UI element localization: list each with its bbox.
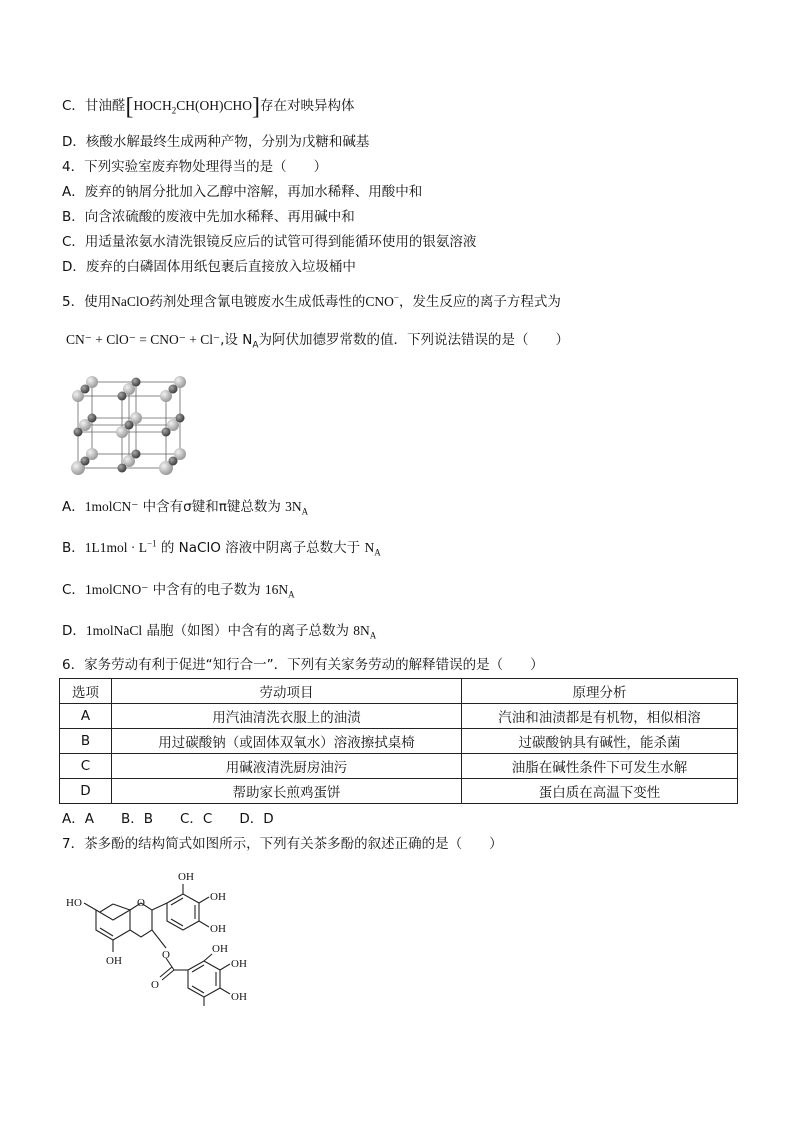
text: 药剂处理含氰电镀废水生成低毒性的 bbox=[149, 294, 366, 310]
tea-polyphenol-structure bbox=[62, 866, 252, 1016]
formula-part: (OH) bbox=[194, 98, 224, 113]
table-cell: 汽油和油渍都是有机物，相似相溶 bbox=[462, 704, 738, 729]
subscript: A bbox=[252, 340, 259, 351]
formula-subscript: 2 bbox=[171, 105, 177, 116]
table-cell: 用碱液清洗厨房油污 bbox=[112, 754, 462, 779]
formula: 1molCNO⁻ bbox=[84, 582, 149, 597]
table-cell: A bbox=[60, 704, 112, 729]
formula-part: CNO bbox=[365, 294, 394, 309]
nacl-unit-cell-figure bbox=[64, 368, 194, 480]
header-cell: 劳动项目 bbox=[112, 679, 462, 704]
option-letter: A． bbox=[62, 499, 85, 515]
formula-part: HOCH bbox=[133, 98, 172, 113]
q5-option-c bbox=[62, 581, 295, 599]
quantity: 3N bbox=[285, 499, 302, 514]
label-oh-g1: OH bbox=[212, 943, 228, 955]
q3-c-prefix: C．甘油醛 bbox=[62, 98, 126, 114]
formula: 1L1mol · L bbox=[84, 540, 148, 555]
q4-option-c: C．用适量浓氨水清洗银镜反应后的试管可得到能循环使用的银氨溶液 bbox=[62, 234, 477, 250]
q4-option-b: B．向含浓硫酸的废液中先加水稀释、再用碱中和 bbox=[62, 209, 355, 225]
q4-stem: 4．下列实验室废弃物处理得当的是（ ） bbox=[62, 159, 328, 175]
subscript: A bbox=[301, 506, 309, 517]
table-cell: 油脂在碱性条件下可发生水解 bbox=[462, 754, 738, 779]
text: 的 NaClO 溶液中阴离子总数大于 bbox=[156, 540, 365, 556]
table-row bbox=[60, 779, 738, 804]
label-oh-top: OH bbox=[178, 871, 194, 883]
table-cell: 过碳酸钠具有碱性，能杀菌 bbox=[462, 729, 738, 754]
label-oh-g2: OH bbox=[231, 958, 247, 970]
text: 中含有的电子数为 bbox=[148, 582, 265, 598]
option-letter: B． bbox=[62, 540, 85, 556]
text: 为阿伏加德罗常数的值．下列说法错误的是（ ） bbox=[258, 332, 569, 348]
label-oh-g3: OH bbox=[231, 991, 247, 1003]
option-letter: C． bbox=[62, 582, 85, 598]
option-letter: D． bbox=[62, 623, 86, 639]
table-row bbox=[60, 729, 738, 754]
glyceraldehyde-formula bbox=[133, 98, 252, 116]
label-oh-r1: OH bbox=[210, 923, 226, 935]
ion-equation: CN⁻ + ClO⁻ = CNO⁻ + Cl⁻ bbox=[66, 332, 221, 347]
table-cell: D bbox=[60, 779, 112, 804]
label-ester-o: O bbox=[162, 949, 170, 961]
q3-option-c bbox=[62, 94, 355, 120]
text: 中含有σ键和π键总数为 bbox=[138, 499, 286, 515]
q3-c-suffix: 存在对映异构体 bbox=[259, 98, 355, 114]
table-header-row bbox=[60, 679, 738, 704]
left-bracket: [ bbox=[125, 94, 134, 120]
q7-stem: 7．茶多酚的结构简式如图所示，下列有关茶多酚的叙述正确的是（ ） bbox=[62, 836, 503, 852]
label-ho-left: HO bbox=[66, 897, 82, 909]
formula: 1molNaCl bbox=[85, 623, 143, 638]
quantity: N bbox=[364, 540, 375, 555]
table-cell: 用过碳酸钠（或固体双氧水）溶液擦拭桌椅 bbox=[112, 729, 462, 754]
formula-superscript: − bbox=[393, 292, 399, 303]
label-oh-mid: OH bbox=[210, 891, 226, 903]
table-cell: C bbox=[60, 754, 112, 779]
table-cell: B bbox=[60, 729, 112, 754]
subscript: A bbox=[369, 630, 377, 641]
label-ring-o: O bbox=[137, 897, 145, 909]
quantity: 8N bbox=[353, 623, 370, 638]
q5-option-d bbox=[62, 622, 376, 640]
subscript: A bbox=[374, 547, 381, 558]
q5-stem-line1 bbox=[62, 293, 561, 311]
formula-part: CHO bbox=[223, 98, 252, 113]
q3-option-d: D．核酸水解最终生成两种产物，分别为戊糖和碱基 bbox=[62, 134, 370, 150]
label-oh-bottom: OH bbox=[106, 955, 122, 967]
text: 5．使用 bbox=[62, 294, 112, 310]
text: ,设 N bbox=[220, 332, 253, 348]
text: ，发生反应的离子方程式为 bbox=[398, 294, 561, 310]
label-carbonyl-o: O bbox=[151, 979, 159, 991]
table-row bbox=[60, 754, 738, 779]
q5-stem-line2 bbox=[66, 331, 569, 349]
table-row bbox=[60, 704, 738, 729]
quantity: 16N bbox=[264, 582, 289, 597]
right-bracket: ] bbox=[251, 94, 260, 120]
q5-option-a bbox=[62, 498, 308, 516]
header-cell: 选项 bbox=[60, 679, 112, 704]
formula-part: CH bbox=[176, 98, 195, 113]
subscript: A bbox=[288, 589, 295, 600]
table-cell: 蛋白质在高温下变性 bbox=[462, 779, 738, 804]
q4-option-d: D．废弃的白磷固体用纸包裹后直接放入垃圾桶中 bbox=[62, 259, 356, 275]
table-cell: 帮助家长煎鸡蛋饼 bbox=[112, 779, 462, 804]
superscript: −1 bbox=[147, 538, 157, 549]
formula: 1molCN⁻ bbox=[84, 499, 139, 514]
q6-stem: 6．家务劳动有利于促进“知行合一”．下列有关家务劳动的解释错误的是（ ） bbox=[62, 657, 544, 673]
table-cell: 用汽油清洗衣服上的油渍 bbox=[112, 704, 462, 729]
q5-option-b bbox=[62, 539, 381, 557]
formula: NaClO bbox=[111, 294, 150, 309]
header-cell: 原理分析 bbox=[462, 679, 738, 704]
q6-table bbox=[59, 678, 738, 804]
formula bbox=[365, 294, 399, 309]
text: 晶胞（如图）中含有的离子总数为 bbox=[142, 623, 354, 639]
q4-option-a: A．废弃的钠屑分批加入乙醇中溶解，再加水稀释、用酸中和 bbox=[62, 184, 423, 200]
q6-options: A．A B．B C．C D．D bbox=[62, 811, 274, 827]
